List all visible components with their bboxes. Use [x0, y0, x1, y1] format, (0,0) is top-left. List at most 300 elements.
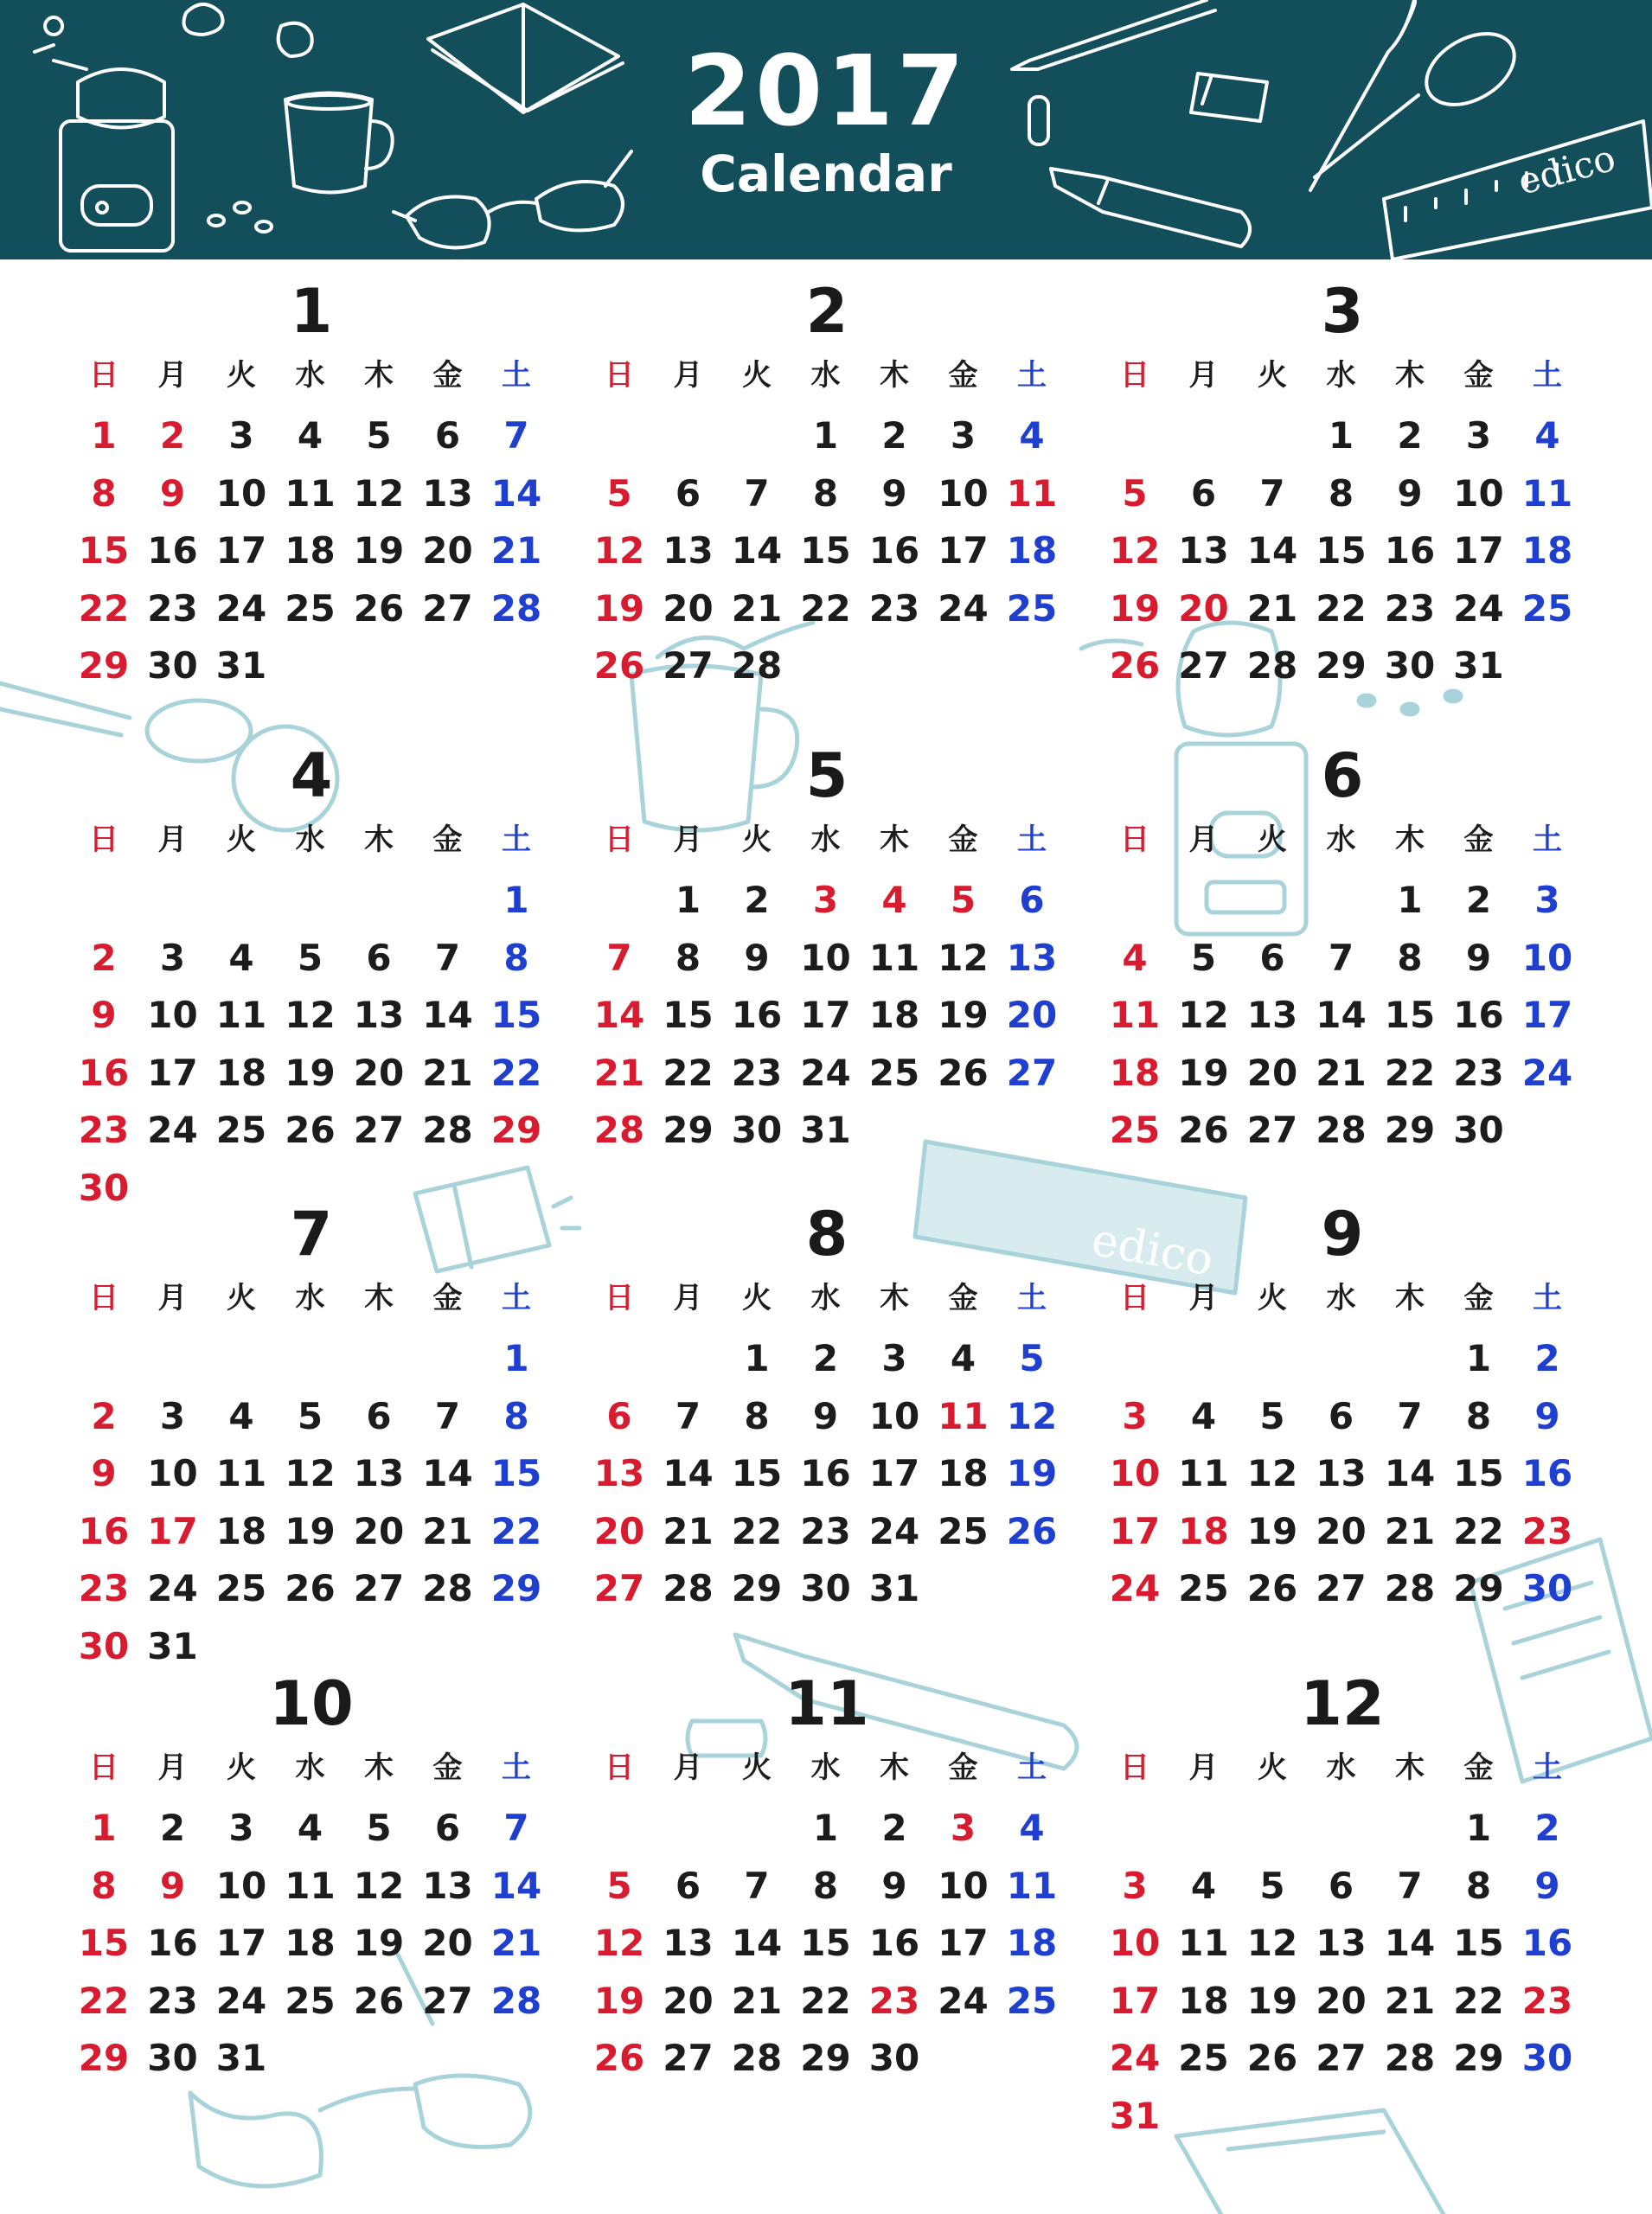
weekday-label: 土 — [502, 358, 531, 393]
day-cell: 5 — [1019, 1337, 1045, 1379]
day-cell: 13 — [1006, 936, 1058, 979]
weekday-label: 日 — [1120, 358, 1149, 393]
day-cell: 15 — [78, 1922, 130, 1964]
day-cell: 27 — [353, 1567, 405, 1609]
day-cell: 26 — [353, 586, 405, 630]
day-cell: 27 — [1246, 1109, 1298, 1151]
day-cell: 10 — [147, 1452, 198, 1494]
day-cell: 2 — [881, 1807, 907, 1849]
svg-text:edico: edico — [1087, 1213, 1218, 1287]
weekday-label: 金 — [948, 358, 978, 393]
day-cell: 18 — [215, 1051, 267, 1094]
day-cell: 11 — [1006, 1864, 1058, 1907]
day-cell: 22 — [731, 1509, 783, 1552]
day-cell: 17 — [147, 1051, 198, 1094]
month-2 — [585, 276, 1069, 731]
weekday-label: 木 — [364, 822, 394, 857]
day-cell: 2 — [812, 1337, 839, 1379]
day-cell: 7 — [606, 936, 632, 979]
day-cell: 8 — [1465, 1394, 1492, 1437]
month-3 — [1100, 276, 1585, 731]
day-cell: 20 — [353, 1509, 405, 1552]
day-cell: 5 — [366, 1807, 392, 1849]
day-cell: 15 — [1384, 994, 1436, 1036]
day-cell: 30 — [731, 1109, 783, 1151]
day-cell: 25 — [1521, 586, 1573, 630]
day-cell: 17 — [868, 1452, 920, 1494]
month-12 — [1100, 1668, 1585, 2137]
day-cell: 29 — [490, 1109, 542, 1151]
weekday-label: 土 — [1017, 822, 1047, 857]
day-cell: 23 — [78, 1567, 130, 1609]
day-cell: 15 — [731, 1452, 783, 1494]
day-cell: 1 — [1328, 414, 1354, 457]
day-cell: 15 — [1316, 529, 1367, 572]
weekday-label: 木 — [880, 822, 909, 857]
day-cell: 27 — [1316, 2037, 1367, 2079]
day-cell: 18 — [1178, 1509, 1229, 1552]
day-cell: 3 — [228, 1807, 254, 1849]
day-cell: 29 — [800, 2037, 851, 2079]
day-cell: 1 — [91, 414, 117, 457]
day-cell: 2 — [1397, 414, 1423, 457]
day-cell: 8 — [503, 1394, 529, 1437]
weekday-label: 火 — [1258, 358, 1287, 393]
day-cell: 14 — [1384, 1922, 1436, 1964]
month-title: 1 — [290, 276, 333, 347]
weekday-label: 水 — [295, 358, 325, 393]
day-cell: 22 — [1453, 1509, 1504, 1552]
day-cell: 23 — [147, 586, 198, 630]
day-cell: 13 — [663, 1922, 714, 1964]
day-cell: 15 — [78, 529, 130, 572]
day-cell: 16 — [1521, 1452, 1573, 1494]
day-cell: 27 — [422, 1979, 473, 2022]
day-cell: 20 — [1316, 1979, 1367, 2022]
day-cell: 26 — [1246, 1567, 1298, 1609]
day-cell: 20 — [1006, 994, 1058, 1036]
day-cell: 18 — [868, 994, 920, 1036]
day-cell: 25 — [1006, 1979, 1058, 2022]
day-cell: 16 — [800, 1452, 851, 1494]
weekday-label: 日 — [1120, 1750, 1149, 1785]
day-cell: 5 — [297, 936, 323, 979]
day-cell: 13 — [353, 994, 405, 1036]
day-cell: 29 — [663, 1109, 714, 1151]
month-title: 2 — [805, 276, 848, 347]
day-cell: 27 — [1316, 1567, 1367, 1609]
day-cell: 24 — [147, 1567, 198, 1609]
day-cell: 24 — [215, 1979, 267, 2022]
day-cell: 14 — [422, 994, 473, 1036]
day-cell: 14 — [731, 1922, 783, 1964]
day-cell: 12 — [1109, 529, 1161, 572]
day-cell: 28 — [1316, 1109, 1367, 1151]
weekday-label: 金 — [948, 1281, 978, 1315]
day-cell: 23 — [1521, 1979, 1573, 2022]
weekday-label: 土 — [1533, 1750, 1562, 1785]
day-cell: 14 — [1384, 1452, 1436, 1494]
day-cell: 13 — [1178, 529, 1229, 572]
day-cell: 17 — [1453, 529, 1504, 572]
day-cell: 27 — [593, 1567, 645, 1609]
day-cell: 20 — [1246, 1051, 1298, 1094]
day-cell: 12 — [593, 1922, 645, 1964]
day-cell: 16 — [78, 1509, 130, 1552]
day-cell: 22 — [1316, 586, 1367, 630]
day-cell: 23 — [147, 1979, 198, 2022]
weekday-label: 木 — [364, 1750, 394, 1785]
day-cell: 2 — [1534, 1807, 1560, 1849]
weekday-label: 火 — [742, 1750, 772, 1785]
weekday-label: 月 — [673, 358, 703, 393]
day-cell: 17 — [1109, 1509, 1161, 1552]
day-cell: 18 — [1006, 529, 1058, 572]
day-cell: 10 — [1521, 936, 1573, 979]
weekday-label: 木 — [1395, 1281, 1425, 1315]
day-cell: 16 — [147, 529, 198, 572]
month-title: 4 — [290, 740, 333, 811]
month-9 — [1100, 1199, 1585, 1654]
day-cell: 11 — [215, 1452, 267, 1494]
day-cell: 8 — [1465, 1864, 1492, 1907]
day-cell: 27 — [422, 586, 473, 630]
day-cell: 8 — [812, 1864, 839, 1907]
day-cell: 3 — [1122, 1864, 1148, 1907]
day-cell: 3 — [950, 414, 976, 457]
day-cell: 17 — [215, 1922, 267, 1964]
weekday-label: 月 — [673, 1750, 703, 1785]
day-cell: 29 — [1316, 644, 1367, 687]
day-cell: 28 — [1384, 1567, 1436, 1609]
day-cell: 10 — [868, 1394, 920, 1437]
day-cell: 6 — [675, 471, 701, 515]
day-cell: 2 — [91, 1394, 117, 1437]
day-cell: 26 — [285, 1567, 336, 1609]
day-cell: 9 — [1534, 1864, 1560, 1907]
day-cell: 17 — [938, 529, 989, 572]
day-cell: 16 — [1453, 994, 1504, 1036]
day-cell: 26 — [1246, 2037, 1298, 2079]
day-cell: 25 — [285, 1979, 336, 2022]
day-cell: 25 — [1178, 1567, 1229, 1609]
weekday-label: 土 — [1533, 358, 1562, 393]
day-cell: 4 — [297, 414, 323, 457]
day-cell: 11 — [1109, 994, 1161, 1036]
day-cell: 7 — [434, 936, 461, 979]
day-cell: 24 — [215, 586, 267, 630]
day-cell: 23 — [868, 1979, 920, 2022]
day-cell: 16 — [147, 1922, 198, 1964]
day-cell: 9 — [159, 471, 186, 515]
day-cell: 14 — [490, 1864, 542, 1907]
weekday-label: 水 — [810, 1750, 841, 1785]
day-cell: 15 — [663, 994, 714, 1036]
day-cell: 9 — [1397, 471, 1423, 515]
day-cell: 29 — [1453, 1567, 1504, 1609]
day-cell: 6 — [1328, 1394, 1354, 1437]
day-cell: 22 — [1453, 1979, 1504, 2022]
weekday-label: 火 — [227, 1281, 256, 1315]
day-cell: 8 — [675, 936, 701, 979]
day-cell: 1 — [744, 1337, 770, 1379]
month-6 — [1100, 740, 1585, 1195]
day-cell: 2 — [744, 879, 770, 921]
day-cell: 19 — [1006, 1452, 1058, 1494]
day-cell: 22 — [78, 586, 130, 630]
day-cell: 4 — [1190, 1864, 1217, 1907]
weekday-label: 月 — [1188, 1750, 1219, 1785]
day-cell: 19 — [1246, 1509, 1298, 1552]
day-cell: 4 — [1534, 414, 1560, 457]
day-cell: 19 — [593, 1979, 645, 2022]
day-cell: 23 — [731, 1051, 783, 1094]
day-cell: 1 — [675, 879, 701, 921]
day-cell: 25 — [868, 1051, 920, 1094]
day-cell: 16 — [1521, 1922, 1573, 1964]
day-cell: 6 — [1190, 471, 1217, 515]
weekday-label: 金 — [432, 358, 463, 393]
day-cell: 21 — [490, 1922, 542, 1964]
day-cell: 14 — [731, 529, 783, 572]
day-cell: 21 — [731, 586, 783, 630]
day-cell: 13 — [353, 1452, 405, 1494]
day-cell: 15 — [1453, 1452, 1504, 1494]
day-cell: 13 — [1246, 994, 1298, 1036]
day-cell: 21 — [593, 1051, 645, 1094]
weekday-label: 金 — [1463, 358, 1494, 393]
day-cell: 22 — [1384, 1051, 1436, 1094]
day-cell: 13 — [593, 1452, 645, 1494]
day-cell: 27 — [1178, 644, 1229, 687]
day-cell: 17 — [938, 1922, 989, 1964]
day-cell: 5 — [1259, 1394, 1285, 1437]
day-cell: 14 — [1316, 994, 1367, 1036]
day-cell: 6 — [606, 1394, 632, 1437]
day-cell: 30 — [78, 1624, 130, 1667]
day-cell: 3 — [812, 879, 839, 921]
weekday-label: 木 — [1395, 358, 1425, 393]
day-cell: 9 — [744, 936, 770, 979]
day-cell: 11 — [215, 994, 267, 1036]
day-cell: 3 — [1534, 879, 1560, 921]
day-cell: 1 — [503, 879, 529, 921]
weekday-label: 土 — [1017, 1750, 1047, 1785]
day-cell: 24 — [868, 1509, 920, 1552]
day-cell: 18 — [1521, 529, 1573, 572]
day-cell: 22 — [490, 1509, 542, 1552]
weekday-label: 日 — [605, 1750, 634, 1785]
day-cell: 8 — [1328, 471, 1354, 515]
weekday-label: 月 — [157, 1750, 188, 1785]
weekday-label: 土 — [1533, 1281, 1562, 1315]
day-cell: 13 — [422, 471, 473, 515]
day-cell: 3 — [159, 1394, 186, 1437]
day-cell: 6 — [434, 414, 461, 457]
day-cell: 31 — [1453, 644, 1504, 687]
day-cell: 17 — [1521, 994, 1573, 1036]
month-title: 9 — [1321, 1199, 1364, 1270]
day-cell: 4 — [881, 879, 907, 921]
day-cell: 31 — [147, 1624, 198, 1667]
day-cell: 10 — [938, 471, 989, 515]
day-cell: 11 — [938, 1394, 989, 1437]
day-cell: 5 — [606, 471, 632, 515]
day-cell: 9 — [812, 1394, 839, 1437]
day-cell: 22 — [800, 586, 851, 630]
title-subtitle: Calendar — [700, 144, 952, 203]
day-cell: 6 — [366, 1394, 392, 1437]
weekday-label: 月 — [1188, 1281, 1219, 1315]
day-cell: 30 — [1521, 2037, 1573, 2079]
day-cell: 4 — [1019, 1807, 1045, 1849]
day-cell: 5 — [950, 879, 976, 921]
day-cell: 7 — [1328, 936, 1354, 979]
weekday-label: 土 — [1017, 358, 1047, 393]
day-cell: 21 — [731, 1979, 783, 2022]
day-cell: 8 — [91, 1864, 117, 1907]
day-cell: 31 — [215, 644, 267, 687]
month-10 — [69, 1668, 554, 2123]
day-cell: 27 — [663, 2037, 714, 2079]
day-cell: 12 — [593, 529, 645, 572]
day-cell: 15 — [800, 1922, 851, 1964]
day-cell: 5 — [297, 1394, 323, 1437]
day-cell: 12 — [353, 471, 405, 515]
month-title: 3 — [1321, 276, 1364, 347]
day-cell: 28 — [1246, 644, 1298, 687]
day-cell: 25 — [1178, 2037, 1229, 2079]
day-cell: 24 — [147, 1109, 198, 1151]
day-cell: 10 — [800, 936, 851, 979]
day-cell: 4 — [1190, 1394, 1217, 1437]
day-cell: 11 — [1521, 471, 1573, 515]
day-cell: 22 — [663, 1051, 714, 1094]
day-cell: 12 — [938, 936, 989, 979]
day-cell: 25 — [1006, 586, 1058, 630]
day-cell: 26 — [593, 644, 645, 687]
day-cell: 7 — [434, 1394, 461, 1437]
svg-text:edico: edico — [1513, 136, 1620, 203]
month-title: 6 — [1321, 740, 1364, 811]
title-year: 2017 — [684, 35, 968, 148]
weekday-label: 月 — [673, 1281, 703, 1315]
day-cell: 18 — [285, 1922, 336, 1964]
day-cell: 21 — [1384, 1979, 1436, 2022]
day-cell: 19 — [938, 994, 989, 1036]
weekday-label: 月 — [1188, 822, 1219, 857]
weekday-label: 火 — [227, 1750, 256, 1785]
weekday-label: 木 — [880, 358, 909, 393]
day-cell: 26 — [1109, 644, 1161, 687]
day-cell: 3 — [950, 1807, 976, 1849]
day-cell: 28 — [663, 1567, 714, 1609]
day-cell: 15 — [490, 1452, 542, 1494]
day-cell: 8 — [1397, 936, 1423, 979]
day-cell: 14 — [422, 1452, 473, 1494]
day-cell: 22 — [800, 1979, 851, 2022]
day-cell: 11 — [285, 1864, 336, 1907]
weekday-label: 金 — [432, 1750, 463, 1785]
day-cell: 28 — [422, 1109, 473, 1151]
weekday-label: 火 — [1258, 1750, 1287, 1785]
day-cell: 5 — [1259, 1864, 1285, 1907]
day-cell: 16 — [868, 529, 920, 572]
day-cell: 20 — [593, 1509, 645, 1552]
day-cell: 28 — [731, 2037, 783, 2079]
day-cell: 30 — [147, 2037, 198, 2079]
day-cell: 9 — [881, 1864, 907, 1907]
day-cell: 3 — [228, 414, 254, 457]
weekday-label: 火 — [227, 358, 256, 393]
weekday-label: 日 — [605, 822, 634, 857]
day-cell: 31 — [215, 2037, 267, 2079]
day-cell: 4 — [228, 1394, 254, 1437]
day-cell: 5 — [366, 414, 392, 457]
month-1 — [69, 276, 554, 731]
weekday-label: 日 — [605, 358, 634, 393]
weekday-label: 日 — [89, 358, 118, 393]
day-cell: 6 — [1259, 936, 1285, 979]
day-cell: 11 — [285, 471, 336, 515]
weekday-label: 水 — [1326, 1281, 1356, 1315]
day-cell: 26 — [353, 1979, 405, 2022]
day-cell: 8 — [503, 936, 529, 979]
day-cell: 20 — [1316, 1509, 1367, 1552]
weekday-label: 火 — [742, 1281, 772, 1315]
day-cell: 29 — [731, 1567, 783, 1609]
weekday-label: 日 — [1120, 822, 1149, 857]
day-cell: 4 — [228, 936, 254, 979]
day-cell: 11 — [1006, 471, 1058, 515]
month-11 — [585, 1668, 1069, 2123]
weekday-label: 火 — [742, 358, 772, 393]
day-cell: 21 — [490, 529, 542, 572]
day-cell: 19 — [353, 529, 405, 572]
weekday-label: 月 — [673, 822, 703, 857]
weekday-label: 月 — [1188, 358, 1219, 393]
day-cell: 25 — [215, 1567, 267, 1609]
day-cell: 1 — [91, 1807, 117, 1849]
day-cell: 21 — [663, 1509, 714, 1552]
day-cell: 15 — [490, 994, 542, 1036]
day-cell: 21 — [422, 1509, 473, 1552]
day-cell: 11 — [868, 936, 920, 979]
weekday-label: 火 — [1258, 1281, 1287, 1315]
day-cell: 20 — [422, 1922, 473, 1964]
weekday-label: 日 — [89, 1750, 118, 1785]
day-cell: 12 — [1246, 1922, 1298, 1964]
day-cell: 19 — [593, 586, 645, 630]
month-7 — [69, 1199, 554, 1667]
day-cell: 30 — [1521, 1567, 1573, 1609]
day-cell: 25 — [215, 1109, 267, 1151]
day-cell: 8 — [744, 1394, 770, 1437]
weekday-label: 水 — [810, 822, 841, 857]
weekday-label: 日 — [89, 1281, 118, 1315]
weekday-label: 火 — [1258, 822, 1287, 857]
day-cell: 24 — [938, 1979, 989, 2022]
day-cell: 2 — [1534, 1337, 1560, 1379]
day-cell: 21 — [1316, 1051, 1367, 1094]
month-8 — [585, 1199, 1069, 1654]
day-cell: 12 — [1006, 1394, 1058, 1437]
day-cell: 17 — [1109, 1979, 1161, 2022]
day-cell: 19 — [285, 1509, 336, 1552]
weekday-label: 金 — [948, 822, 978, 857]
day-cell: 6 — [434, 1807, 461, 1849]
day-cell: 26 — [1006, 1509, 1058, 1552]
